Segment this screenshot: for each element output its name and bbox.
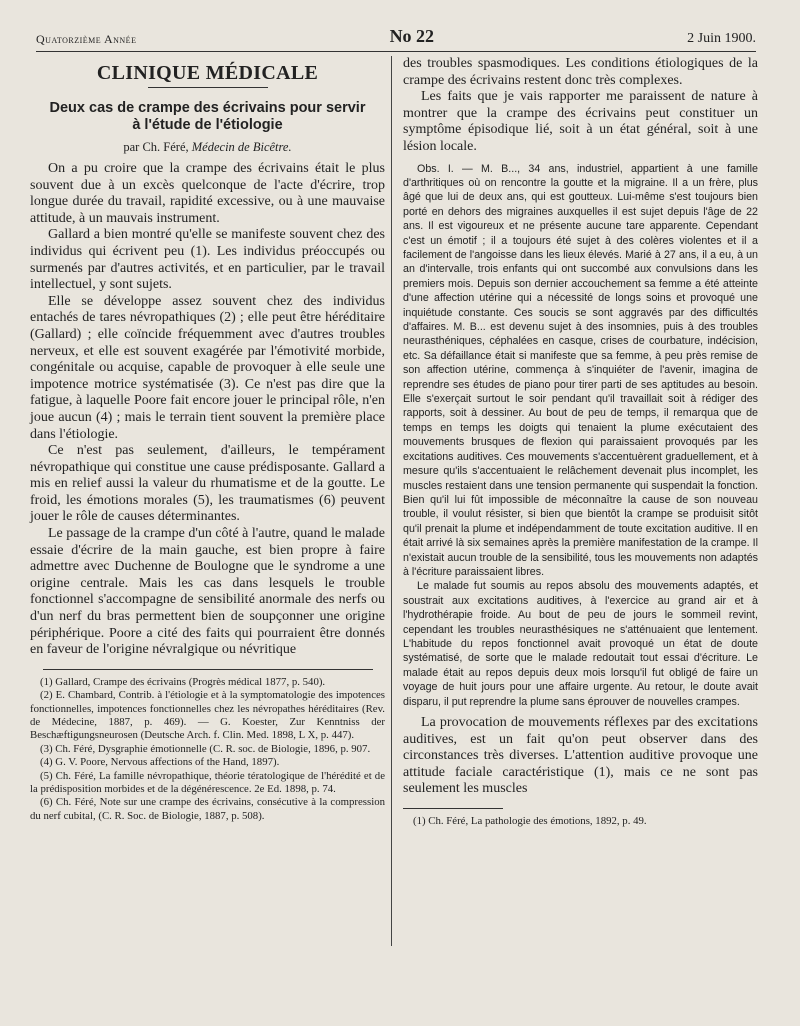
body-paragraph: Le passage de la crampe d'un côté à l'autre, quand le malade essaie d'écrire de la main gauche, est bien propre à faire admettre avec Duchenne de Boulogne que le syndrome a une origine centrale. Mais les cas dans lesquels le trouble fonctionnel s'accompagne de sensibilité anormale des nerfs ou d'un nerf du bras permettent bien de soupçonner une origine périphérique. Poore a cité des faits qui pourraient être donnés en faveur de l'origine névralgique ou névritique xyxy=(30,526,385,658)
footnote: (4) G. V. Poore, Nervous affections of the Hand, 1897). xyxy=(40,756,280,769)
footnote: (3) Ch. Féré, Dysgraphie émotionnelle (C. R. soc. de Biologie, 1896, p. 907. xyxy=(40,742,371,755)
footnote-rule xyxy=(43,669,373,670)
header-issue-number: No 22 xyxy=(389,26,435,46)
running-header xyxy=(36,26,756,52)
footnote: (5) Ch. Féré, La famille névropathique, théorie tératologique de l'hérédité et de la prédisposition morbides et de la dégénérescence. 2e Ed. 1898, p. 74. xyxy=(30,769,385,796)
body-paragraph: Ce n'est pas seulement, d'ailleurs, le tempérament névropathique qui constitue une cause prédisposante. Gallard a mis en relief aussi la valeur du rhumatisme et de la goutte. Le froid, les émotions morales (5), les traumatismes (6) peuvent jouer le rôle de causes déterminantes. xyxy=(30,443,385,525)
body-paragraph: Gallard a bien montré qu'elle se manifeste souvent chez des individus qui écrivent peu (1). Les individus préoccupés ou surmenés par d'autres activités, et en particulier, par le travail intellectuel, y sont sujets. xyxy=(30,227,385,293)
footnote: (1) Ch. Féré, La pathologie des émotions, 1892, p. 49. xyxy=(413,814,647,827)
footnote: (6) Ch. Féré, Note sur une crampe des écrivains, consécutive à la compression du nerf cubital, (C. R. Soc. de Biologie, 1887, p. 508). xyxy=(30,796,385,822)
byline-author: par Ch. Féré, xyxy=(123,140,189,154)
byline xyxy=(30,140,385,155)
column-divider xyxy=(391,56,392,946)
header-date: 2 Juin 1900. xyxy=(687,31,756,46)
left-column xyxy=(30,56,385,828)
body-paragraph: Elle se développe assez souvent chez des individus entachés de tares névropathiques (2) ; elle peut être héréditaire (Gallard) ; elle coïncide fréquemment avec d'autres troubles nerveux, et elle est souvent exagérée par l'émotivité morbide, congénitale ou acquise, capable de provoquer à elle seule une impotence motrice systématisée (3). Ce n'est pas dire que la fatigue, à laquelle Poore fait encore jouer le principal rôle, n'en joue aucun (4) ; mais le terrain tient souvent la première place dans l'étiologie. xyxy=(30,293,385,442)
section-title-rule xyxy=(148,87,268,88)
section-title: CLINIQUE MÉDICALE xyxy=(96,62,319,84)
article-title-line-2: à l'étude de l'étiologie xyxy=(132,117,283,133)
body-paragraph: On a pu croire que la crampe des écrivains était le plus souvent due à un excès quelconque de l'acte d'écrire, trop longue durée du travail, rapidité excessive, ou à une mauvaise attitude, à un mauvais instrument. xyxy=(30,161,385,226)
footnote: (2) E. Chambard, Contrib. à l'étiologie et à la symptomatologie des impotences fonctionnelles, impotences fonctionnelles chez les névropathes héréditaires (Rev. de Médecine, 1887, p. 469). — G. Koester, Zur Kenntniss der Beschæftigungsneurosen (Deutsche Arch. f. Clin. Med. 1898, L X, p. 447). xyxy=(30,689,385,742)
article-title-line-1: Deux cas de crampe des écrivains pour servir xyxy=(49,100,366,116)
observation-paragraph: Obs. I. — M. B..., 34 ans, industriel, appartient à une famille d'arthritiques où on rencontre la goutte et la migraine. Il a un frère, plus âgé que lui de deux ans, qui est goutteux. Lui-même s'est toujours bien porté en dehors des migraines auxquelles il est sujet depuis l'âge de 22 ans. Il est vigoureux et ne présente aucune tare apparente. Cependant c'est un émotif ; il a toujours été sujet à des colères violentes et il a facilement de l'angoisse dans les lieux élevés. Marié à 27 ans, il a eu, à un an d'intervalle, trois enfants qui ont succombé aux convulsions dans les premiers mois. Depuis son dernier accouchement sa femme a été atteinte d'une affection utérine qui a nécessité de longs soins et provoqué une inquiétude constante. Ces soucis se sont aggravés par des difficultés d'affaires. M. B... est devenu sujet à des insomnies, puis à des troubles neurasthéniques, céphalées en casque, crises de courbature, indécision, etc. Sa défaillance était si manifeste que sa femme, à peu près remise de son affection utérine, commença à s'inquiéter de l'avenir, imagina de reprendre ses études de piano pour tirer parti de ses aptitudes au besoin. Elle s'exerçait surtout le soir pendant qu'il travaillait soit à rédiger des rapports, soit à dessiner. Au bout de peu de temps, il remarqua que de temps en temps les doigts qui tenaient la plume exécutaient des mouvements brusques de flexion qui paraissaient provoqués par les excitations auditives. Ces mouvements s'accentuèrent graduellement, et à mesure qu'ils s'accentuaient le relâchement devenait plus incomplet, les muscles restaient dans une tension permanente qui suspendait la fonction. Bien qu'il lui fût impossible de méconnaître la cause de son nouveau trouble, il voulut résister, si bien que bientôt la crampe se produisit sitôt qu'il prenait la plume et indépendamment de toute excitation auditive. Il en était arrivé là six semaines après la première manifestation de la crampe. Il n'existait aucun trouble de la sensibilité, tous les mouvements non adaptés à l'écriture paraissaient libres. xyxy=(403,162,758,578)
header-year: Quatorzième Année xyxy=(36,32,137,46)
article-title xyxy=(30,100,385,134)
body-paragraph: Les faits que je vais rapporter me paraissent de nature à montrer que la crampe des écrivains peut constituer un symptôme épisodique lié, soit à un état général, soit à une lésion locale. xyxy=(403,89,758,154)
observation-paragraph: Le malade fut soumis au repos absolu des mouvements adaptés, et soustrait aux excitations auditives, à l'exercice au grand air et à l'hydrothérapie froide. Au bout de peu de jours le sommeil revint, cependant les troubles neurasthésiques ne s'atténuaient que lentement. L'habitude du repos fonctionnel avait provoqué un état de doute systématisé, de sorte que le malade redoutait tout essai d'écriture. Le malade était au repos depuis deux mois lorsqu'il fut obligé de faire un voyage de huit jours pour une affaire urgente. Au retour, le doute avait disparu, il put reprendre la plume sans éprouver de nouvelles crampes. xyxy=(403,580,758,708)
body-paragraph: des troubles spasmodiques. Les conditions étiologiques de la crampe des écrivains restent donc très complexes. xyxy=(403,56,758,88)
footnote-rule xyxy=(403,808,503,809)
footnote: (1) Gallard, Crampe des écrivains (Progrès médical 1877, p. 540). xyxy=(40,675,326,688)
right-column xyxy=(403,56,758,828)
two-column-body xyxy=(30,56,762,828)
body-paragraph: La provocation de mouvements réflexes par des excitations auditives, est un fait qu'on peut observer dans des circonstances très diverses. L'attention auditive provoque une attitude faciale caractéristique (1), mais ce ne sont pas seulement les muscles xyxy=(403,715,758,797)
byline-role: Médecin de Bicêtre. xyxy=(191,140,292,154)
